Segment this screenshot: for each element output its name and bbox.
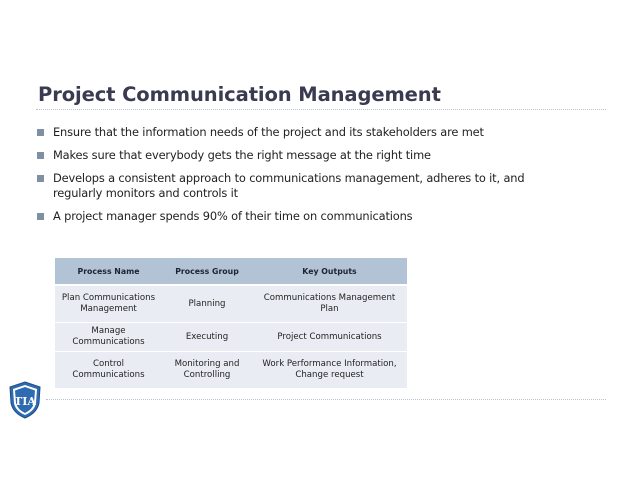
bullet-text: A project manager spends 90% of their time on communications: [53, 209, 413, 223]
square-bullet-icon: [37, 152, 44, 159]
cell-key-outputs: Communications Management Plan: [252, 285, 407, 323]
bullet-text: Makes sure that everybody gets the right message at the right time: [53, 148, 431, 162]
column-header-process-name: Process Name: [55, 258, 162, 285]
square-bullet-icon: [37, 129, 44, 136]
table-row: [55, 352, 407, 389]
cell-key-outputs: Work Performance Information, Change request: [252, 352, 407, 389]
table-row: [55, 323, 407, 352]
cell-process-name: Plan Communications Management: [55, 285, 162, 323]
bullet-text: Ensure that the information needs of the project and its stakeholders are met: [53, 125, 484, 139]
bullet-item: [37, 125, 557, 140]
square-bullet-icon: [37, 175, 44, 182]
bullet-item: [37, 148, 557, 163]
bullet-text: Develops a consistent approach to communications management, adheres to it, and regularly monitors and controls it: [53, 171, 525, 200]
bullet-item: [37, 171, 557, 201]
table-header-row: [55, 258, 407, 285]
column-header-process-group: Process Group: [162, 258, 252, 285]
table-row: [55, 285, 407, 323]
process-table: [55, 258, 407, 389]
column-header-key-outputs: Key Outputs: [252, 258, 407, 285]
bullet-list: [37, 125, 557, 232]
cell-process-group: Executing: [162, 323, 252, 352]
slide-title: Project Communication Management: [38, 83, 441, 106]
cell-process-group: Planning: [162, 285, 252, 323]
cell-process-name: Manage Communications: [55, 323, 162, 352]
bullet-item: [37, 209, 557, 224]
shield-logo-icon: [8, 381, 42, 419]
cell-process-group: Monitoring and Controlling: [162, 352, 252, 389]
square-bullet-icon: [37, 213, 44, 220]
cell-key-outputs: Project Communications: [252, 323, 407, 352]
title-divider: [36, 109, 606, 110]
footer-divider: [46, 399, 606, 400]
logo-text: TIA: [14, 395, 36, 408]
cell-process-name: Control Communications: [55, 352, 162, 389]
